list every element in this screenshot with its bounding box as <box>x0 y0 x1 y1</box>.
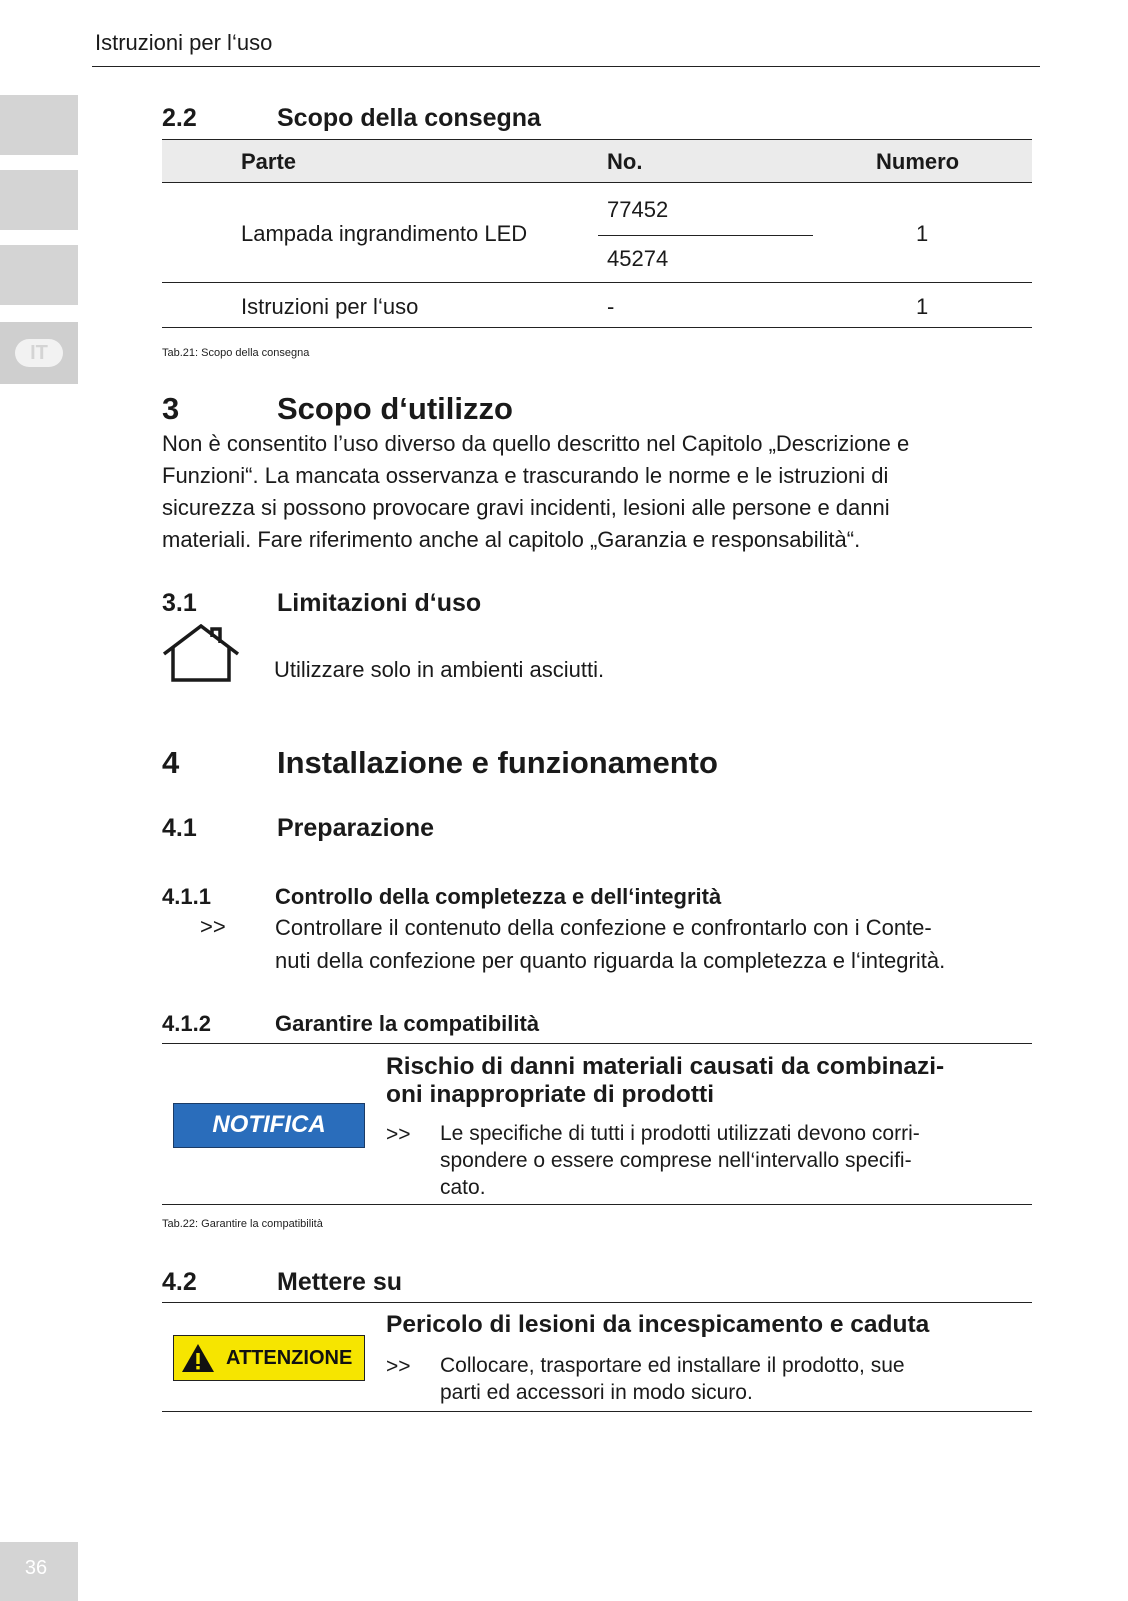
notice-text <box>440 1352 1035 1406</box>
notice-top-rule <box>162 1302 1032 1303</box>
header-divider <box>92 66 1040 67</box>
column-header-quantity: Numero <box>876 149 960 174</box>
notice-text <box>440 1120 1035 1201</box>
table-cell-part: Lampada ingrandimento LED <box>241 221 528 246</box>
notice-text-line: spondere o essere comprese nell‘intervallo specifi- <box>440 1149 912 1172</box>
section-title: Limitazioni d‘uso <box>277 589 482 617</box>
notice-bottom-rule <box>162 1411 1032 1412</box>
body-paragraph <box>162 428 1042 556</box>
notice-bottom-rule <box>162 1204 1032 1205</box>
section-title: Preparazione <box>277 814 435 842</box>
subsection-number: 4.1.1 <box>162 884 211 909</box>
section-number: 4.2 <box>162 1268 197 1296</box>
attenzione-label <box>173 1335 365 1381</box>
notice-text-line: Collocare, trasportare ed installare il prodotto, sue <box>440 1354 905 1377</box>
column-header-part: Parte <box>241 149 297 174</box>
table-inner-rule <box>598 235 813 236</box>
notifica-label: NOTIFICA <box>173 1103 365 1148</box>
paragraph-line: Non è consentito l’uso diverso da quello descritto nel Capitolo „Descrizione e <box>162 431 910 456</box>
subsection-title: Controllo della completezza e dell‘integrità <box>275 884 722 909</box>
notice-text-line: Le specifiche di tutti i prodotti utilizzati devono corri- <box>440 1122 920 1145</box>
bullet-line: nuti della confezione per quanto riguarda la completezza e l‘integrità. <box>275 948 946 973</box>
section-title: Mettere su <box>277 1268 403 1296</box>
house-icon <box>162 624 240 682</box>
paragraph-line: Funzioni“. La mancata osservanza e trascurando le norme e le istruzioni di <box>162 463 889 488</box>
section-number: 4.1 <box>162 814 197 842</box>
chapter-title: Installazione e funzionamento <box>277 745 718 780</box>
chapter-number: 3 <box>162 391 180 426</box>
bullet-line: Controllare il contenuto della confezione e confrontarlo con i Conte- <box>275 915 932 940</box>
table-caption: Tab.22: Garantire la compatibilità <box>162 1218 323 1230</box>
side-tab-1 <box>0 95 78 155</box>
table-caption: Tab.21: Scopo della consegna <box>162 347 310 359</box>
bullet-marker: >> <box>386 1355 411 1378</box>
side-tab-2 <box>0 170 78 230</box>
table-cell-quantity: 1 <box>916 221 929 246</box>
running-header: Istruzioni per l‘uso <box>95 30 273 55</box>
notice-text-line: cato. <box>440 1176 486 1199</box>
bullet-marker: >> <box>200 914 226 939</box>
page-number: 36 <box>24 1557 48 1579</box>
subsection-title: Garantire la compatibilità <box>275 1011 540 1036</box>
warning-triangle-icon <box>180 1342 216 1374</box>
column-header-number: No. <box>607 149 643 174</box>
table-cell-part: Istruzioni per l‘uso <box>241 294 419 319</box>
chapter-title: Scopo d‘utilizzo <box>277 391 513 426</box>
notice-heading <box>386 1053 1036 1109</box>
notice-heading: Pericolo di lesioni da incespicamento e caduta <box>386 1311 930 1338</box>
notice-heading-line: Rischio di danni materiali causati da combinazi- <box>386 1053 945 1080</box>
paragraph-line: materiali. Fare riferimento anche al capitolo „Garanzia e responsabilità“. <box>162 527 861 552</box>
section-title: Scopo della consegna <box>277 104 541 132</box>
table-row-rule <box>162 282 1032 283</box>
table-bottom-rule <box>162 327 1032 328</box>
table-top-rule <box>162 139 1032 140</box>
notice-top-rule <box>162 1043 1032 1044</box>
table-cell-number: 45274 <box>607 246 669 271</box>
table-header-rule <box>162 182 1032 183</box>
table-cell-quantity: 1 <box>916 294 929 319</box>
language-badge: IT <box>15 339 63 367</box>
bullet-marker: >> <box>386 1123 411 1146</box>
attenzione-text: ATTENZIONE <box>226 1346 353 1369</box>
paragraph-line: sicurezza si possono provocare gravi incidenti, lesioni alle persone e danni <box>162 495 890 520</box>
subsection-number: 4.1.2 <box>162 1011 211 1036</box>
usage-limitation-text: Utilizzare solo in ambienti asciutti. <box>274 657 605 682</box>
section-number: 2.2 <box>162 104 197 132</box>
side-tab-3 <box>0 245 78 305</box>
table-cell-number: - <box>607 294 615 319</box>
chapter-number: 4 <box>162 745 180 780</box>
section-number: 3.1 <box>162 589 197 617</box>
notice-heading-line: oni inappropriate di prodotti <box>386 1081 714 1108</box>
table-cell-number: 77452 <box>607 197 669 222</box>
notice-text-line: parti ed accessori in modo sicuro. <box>440 1381 753 1404</box>
bullet-text <box>275 911 1035 977</box>
